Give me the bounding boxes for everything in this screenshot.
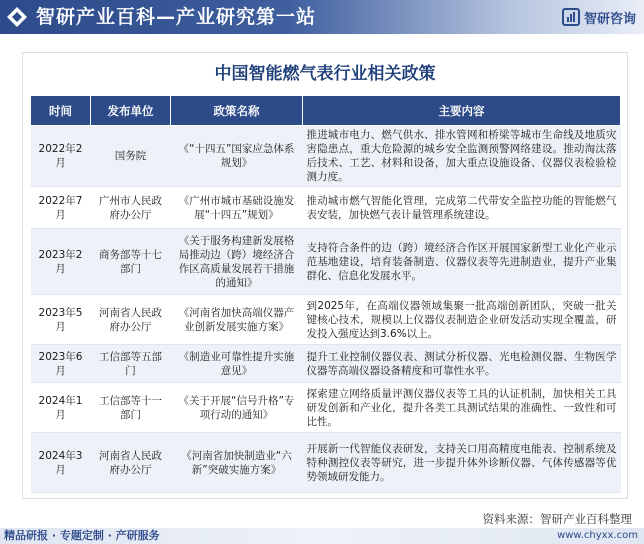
table-title: 中国智能燃气表行业相关政策 bbox=[214, 64, 436, 84]
row-issuer: 国务院 bbox=[91, 126, 171, 187]
table-row bbox=[31, 383, 621, 433]
column-header-content: 主要内容 bbox=[303, 96, 621, 126]
row-issuer: 河南省人民政府办公厅 bbox=[91, 433, 171, 493]
column-header-issuer: 发布单位 bbox=[91, 96, 171, 126]
footer-tagline: 精品研报 · 专题定制 · 产研服务 bbox=[4, 529, 160, 542]
top-banner bbox=[0, 0, 644, 34]
row-content: 到2025年，在高端仪器领域集聚一批高端创新团队，突破一批关键核心技术，规模以上仪器仪表制造企业研发活动实现全覆盖，研发投入强度达到3.6%以上。 bbox=[303, 295, 621, 345]
row-content: 推进城市电力、燃气供水、排水管网和桥梁等城市生命线及地质灾害隐患点，重大危险源的城乡安全监测预警网络建设。推动淘汰落后技术、工艺、材料和设备，加大重点设施设备、仪器仪表检验检测力度。 bbox=[303, 126, 621, 187]
row-date: 2024年3月 bbox=[31, 433, 91, 493]
row-date: 2022年2月 bbox=[31, 126, 91, 187]
bottom-banner bbox=[0, 528, 644, 544]
logo-icon bbox=[6, 6, 28, 28]
row-issuer: 广州市人民政府办公厅 bbox=[91, 187, 171, 229]
row-date: 2023年2月 bbox=[31, 229, 91, 295]
row-policy: 《制造业可靠性提升实施意见》 bbox=[171, 345, 303, 383]
row-issuer: 商务部等十七部门 bbox=[91, 229, 171, 295]
row-policy: 《河南省加快制造业“六新”突破实施方案》 bbox=[171, 433, 303, 493]
brand[interactable] bbox=[562, 7, 636, 27]
brand-name: 智研咨询 bbox=[583, 11, 636, 27]
table-row bbox=[31, 126, 621, 187]
row-policy: 《河南省加快高端仪器产业创新发展实施方案》 bbox=[171, 295, 303, 345]
row-content: 开展新一代智能仪表研发，支持关口用高精度电能表、控制系统及特种测控仪表等研究，进一步提升体外诊断仪器、气体传感器等优势领域研发能力。 bbox=[303, 433, 621, 493]
policy-table bbox=[30, 95, 621, 493]
row-content: 探索建立网络质量评测仪器仪表等工具的认证机制，加快相关工具研发创新和产业化，提升各类工具测试结果的准确性、一致性和可比性。 bbox=[303, 383, 621, 433]
row-date: 2023年5月 bbox=[31, 295, 91, 345]
row-issuer: 河南省人民政府办公厅 bbox=[91, 295, 171, 345]
row-date: 2022年7月 bbox=[31, 187, 91, 229]
table-row bbox=[31, 345, 621, 383]
row-date: 2023年6月 bbox=[31, 345, 91, 383]
table-row bbox=[31, 229, 621, 295]
table-row bbox=[31, 433, 621, 493]
row-date: 2024年1月 bbox=[31, 383, 91, 433]
row-policy: 《广州市城市基础设施发展“十四五”规划》 bbox=[171, 187, 303, 229]
row-content: 支持符合条件的边（跨）境经济合作区开展国家新型工业化产业示范基地建设，培育装备制造、仪器仪表等先进制造业，提升产业集群化、信息化发展水平。 bbox=[303, 229, 621, 295]
table-header-row bbox=[31, 96, 621, 126]
table-row bbox=[31, 187, 621, 229]
brand-logo-icon bbox=[562, 8, 580, 26]
column-header-policy: 政策名称 bbox=[171, 96, 303, 126]
column-header-date: 时间 bbox=[31, 96, 91, 126]
row-policy: 《关于服务构建新发展格局推动边（跨）境经济合作区高质量发展若干措施的通知》 bbox=[171, 229, 303, 295]
data-source: 资料来源：智研产业百科整理 bbox=[482, 512, 632, 526]
footer-website-link[interactable]: www.chyxx.com bbox=[557, 530, 638, 541]
table-row bbox=[31, 295, 621, 345]
row-policy: 《关于开展“信号升格”专项行动的通知》 bbox=[171, 383, 303, 433]
row-policy: 《“十四五”国家应急体系规划》 bbox=[171, 126, 303, 187]
row-content: 提升工业控制仪器仪表、测试分析仪器、光电检测仪器、生物医学仪器等高端仪器设备精度和可靠性水平。 bbox=[303, 345, 621, 383]
row-content: 推动城市燃气智能化管理，完成第二代带安全监控功能的智能燃气表安装，加快燃气表计量管理系统建设。 bbox=[303, 187, 621, 229]
row-issuer: 工信部等五部门 bbox=[91, 345, 171, 383]
row-issuer: 工信部等十一部门 bbox=[91, 383, 171, 433]
site-title: 智研产业百科—产业研究第一站 bbox=[36, 6, 317, 28]
